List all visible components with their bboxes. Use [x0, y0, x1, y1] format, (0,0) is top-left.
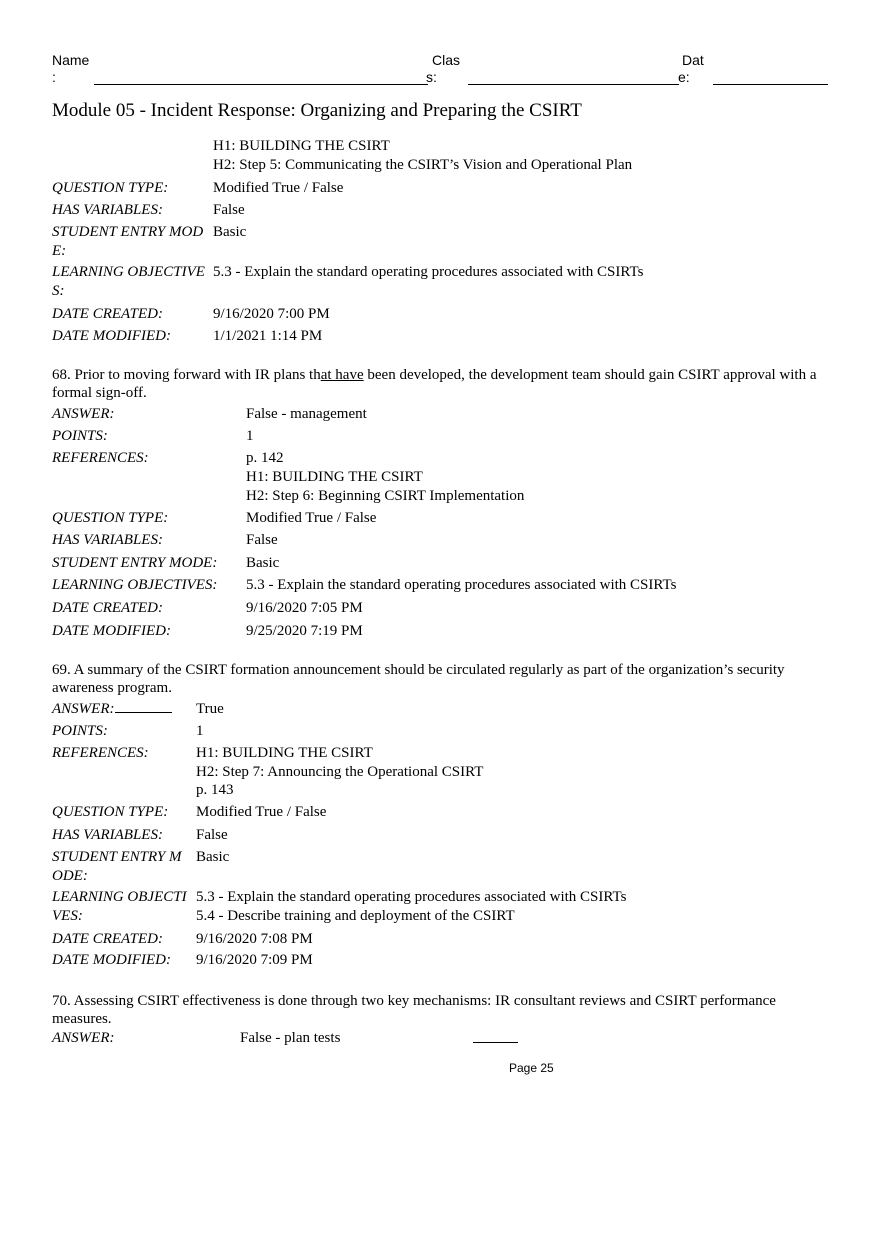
- q67-has-variables: False: [213, 202, 245, 218]
- q68-question-text: 68. Prior to moving forward with IR plans that have been developed, the development team should gain CSIRT approval with a formal sign-off.: [52, 367, 817, 401]
- q68-date-created: 9/16/2020 7:05 PM: [246, 600, 363, 616]
- q67-question-type: Modified True / False: [213, 180, 344, 196]
- q69-answer-underline: [115, 712, 172, 713]
- q69-date-created: 9/16/2020 7:08 PM: [196, 931, 313, 947]
- q69-references-label: REFERENCES:: [52, 745, 149, 761]
- q68-date-modified: 9/25/2020 7:19 PM: [246, 623, 363, 639]
- q67-ref-line-1: H1: BUILDING THE CSIRT: [213, 138, 390, 154]
- q69-ref-line-2: H2: Step 7: Announcing the Operational CSIRT: [196, 764, 484, 780]
- date-line: [713, 84, 828, 85]
- q69-learning-objective-2: 5.4 - Describe training and deployment of the CSIRT: [196, 908, 515, 924]
- class-line: [468, 84, 679, 85]
- q68-ref-line-3: H2: Step 6: Beginning CSIRT Implementation: [246, 488, 525, 504]
- q68-date-modified-label: DATE MODIFIED:: [52, 623, 171, 639]
- q68-has-variables: False: [246, 532, 278, 548]
- q68-student-entry: Basic: [246, 555, 280, 571]
- q68-has-variables-label: HAS VARIABLES:: [52, 532, 163, 548]
- q67-student-entry: Basic: [213, 224, 247, 240]
- q69-student-entry-label: STUDENT ENTRY M: [52, 849, 182, 865]
- q68-answer-label: ANSWER:: [52, 406, 115, 422]
- q69-answer: True: [196, 701, 224, 717]
- name-line: [94, 84, 428, 85]
- q70-answer-underline: [473, 1042, 518, 1043]
- q68-references-label: REFERENCES:: [52, 450, 149, 466]
- q67-question-type-label: QUESTION TYPE:: [52, 180, 169, 196]
- q68-question-type: Modified True / False: [246, 510, 377, 526]
- name-label-colon: :: [52, 69, 56, 85]
- q69-date-modified: 9/16/2020 7:09 PM: [196, 952, 313, 968]
- q68-learning-objective: 5.3 - Explain the standard operating procedures associated with CSIRTs: [246, 577, 677, 593]
- q67-student-entry-label-wrap: E:: [52, 243, 67, 259]
- q67-has-variables-label: HAS VARIABLES:: [52, 202, 163, 218]
- q68-points: 1: [246, 428, 254, 444]
- q67-learning-objective: 5.3 - Explain the standard operating procedures associated with CSIRTs: [213, 264, 644, 280]
- q68-student-entry-label: STUDENT ENTRY MODE:: [52, 555, 218, 571]
- class-label: Clas: [432, 52, 461, 68]
- q67-date-created-label: DATE CREATED:: [52, 306, 163, 322]
- q69-student-entry-label-wrap: ODE:: [52, 868, 88, 884]
- q70-question-text: 70. Assessing CSIRT effectiveness is done through two key mechanisms: IR consultant reviews and CSIRT performance measures.: [52, 993, 776, 1027]
- q69-date-created-label: DATE CREATED:: [52, 931, 163, 947]
- q69-ref-line-1: H1: BUILDING THE CSIRT: [196, 745, 373, 761]
- q68-ref-line-1: p. 142: [246, 450, 284, 466]
- q68-question-type-label: QUESTION TYPE:: [52, 510, 169, 526]
- q67-learning-objectives-label: LEARNING OBJECTIVE: [52, 264, 205, 280]
- q69-has-variables-label: HAS VARIABLES:: [52, 827, 163, 843]
- q68-points-label: POINTS:: [52, 428, 108, 444]
- module-title: Module 05 - Incident Response: Organizing and Preparing the CSIRT: [52, 100, 582, 121]
- q67-learning-objectives-label-wrap: S:: [52, 283, 65, 299]
- q68-ref-line-2: H1: BUILDING THE CSIRT: [246, 469, 423, 485]
- q67-date-modified-label: DATE MODIFIED:: [52, 328, 171, 344]
- q67-date-modified: 1/1/2021 1:14 PM: [213, 328, 323, 344]
- q69-question-text: 69. A summary of the CSIRT formation announcement should be circulated regularly as part of the organization’s security awareness program.: [52, 662, 785, 696]
- q69-ref-line-3: p. 143: [196, 782, 234, 798]
- q70-answer-label: ANSWER:: [52, 1030, 115, 1046]
- q69-points-label: POINTS:: [52, 723, 108, 739]
- page-number: Page 25: [509, 1061, 554, 1075]
- class-label-suffix: s:: [426, 69, 437, 85]
- q69-has-variables: False: [196, 827, 228, 843]
- q67-date-created: 9/16/2020 7:00 PM: [213, 306, 330, 322]
- q67-ref-line-2: H2: Step 5: Communicating the CSIRT’s Vision and Operational Plan: [213, 157, 633, 173]
- q69-points: 1: [196, 723, 204, 739]
- q69-student-entry: Basic: [196, 849, 230, 865]
- q69-learning-objectives-label-wrap: VES:: [52, 908, 83, 924]
- q67-student-entry-label: STUDENT ENTRY MOD: [52, 224, 204, 240]
- q69-answer-label: ANSWER:: [52, 701, 115, 717]
- q68-answer: False - management: [246, 406, 367, 422]
- q69-learning-objectives-label: LEARNING OBJECTI: [52, 889, 187, 905]
- date-label-suffix: e:: [678, 69, 690, 85]
- name-label: Name: [52, 52, 90, 68]
- q70-answer: False - plan tests: [240, 1030, 341, 1046]
- date-label: Dat: [682, 52, 704, 68]
- q69-learning-objective-1: 5.3 - Explain the standard operating procedures associated with CSIRTs: [196, 889, 627, 905]
- q69-question-type: Modified True / False: [196, 804, 327, 820]
- q69-question-type-label: QUESTION TYPE:: [52, 804, 169, 820]
- q68-learning-objectives-label: LEARNING OBJECTIVES:: [52, 577, 218, 593]
- q68-date-created-label: DATE CREATED:: [52, 600, 163, 616]
- q69-date-modified-label: DATE MODIFIED:: [52, 952, 171, 968]
